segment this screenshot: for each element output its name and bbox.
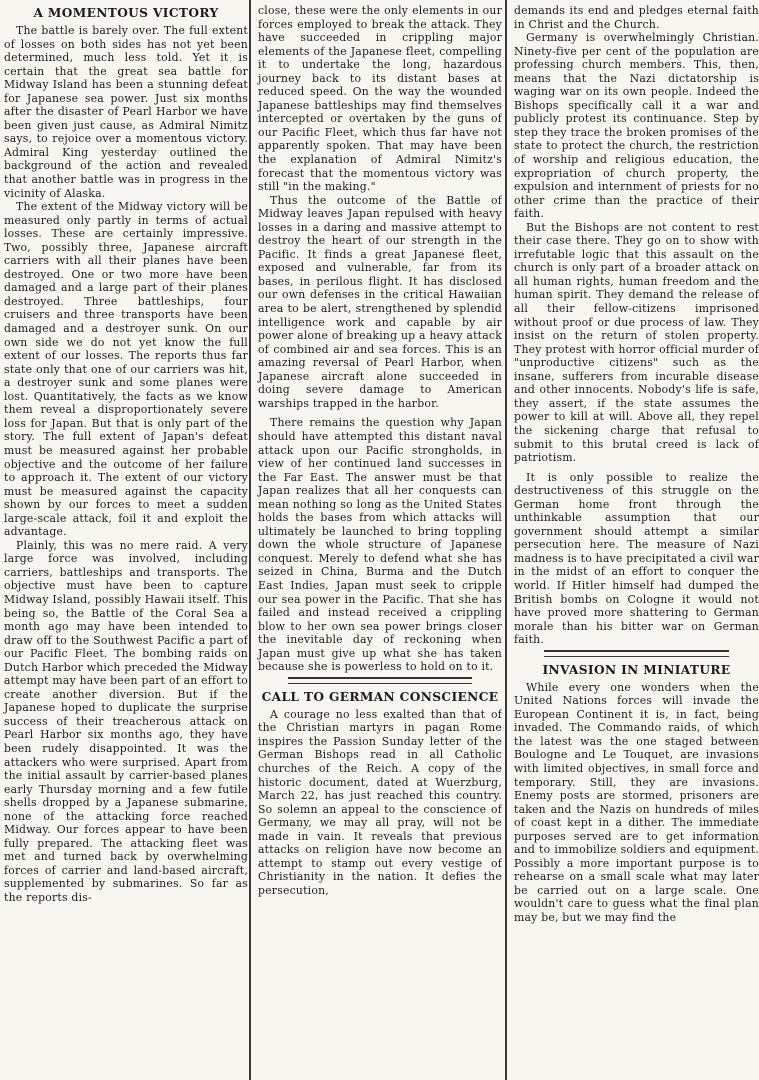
paragraph: While every one wonders when the United Nations forces will invade the European Continent it is, in fact, being invaded. The Commando raids, of which the latest was the one staged between Boulogne and Le Touquet, are invasions with limited objectives, in small force and temporary. Still, they are invasions. Enemy posts are stormed, prisoners are taken and the Nazis on hundreds of miles of coast kept in a dither. The immediate purposes served are to get information and to immobilize soldiers and equipment. Possibly a more important purpose is to rehearse on a small scale what may later be carried out on a large scale. One wouldn't care to guess what the final plan may be, but we may find the [514, 680, 759, 924]
paragraph: But the Bishops are not content to rest their case there. They go on to show with irrefutable logic that this assault on the church is only part of a broader attack on all human rights, human freedom and the human spirit. They demand the release of all their fellow-citizens imprisoned without proof or due process of law. They insist on the return of stolen property. They protest with horror official murder of "unproductive citizens" such as the insane, sufferers from incurable disease and other innocents. Nobody's life is safe, they assert, if the state assumes the power to kill at will. Above all, they repel the sickening charge that refusal to submit to this brutal creed is lack of patriotism. [514, 220, 759, 465]
section-divider [544, 650, 729, 657]
paragraph: It is only possible to realize the destructiveness of this struggle on the German home front through the unthinkable assumption that our government should attempt a similar persecution here. The measure of Nazi madness is to have precipitated a civil war in the midst of an effort to conquer the world. If Hitler himself had dumped the British bombs on Cologne it would not have proved more shattering to German morale than his bitter war on German faith. [514, 470, 759, 647]
column-2 [254, 0, 502, 1080]
column-rule [249, 0, 251, 1080]
column-1 [0, 0, 248, 1080]
paragraph-continued: demands its end and pledges eternal faith in Christ and the Church. [514, 4, 759, 31]
paragraph: The extent of the Midway victory will be measured only partly in terms of actual losses. These are certainly impressive. Two, possibly three, Japanese aircraft carriers with all their planes have been destroyed. One or two more have been damaged and a large part of their planes destroyed. Three battleships, four cruisers and three transports have been damaged and a destroyer sunk. On our own side we do not yet know the full extent of our losses. The reports thus far state only that one of our carriers was hit, a destroyer sunk and some planes were lost. Quantitatively, the facts as we know them reveal a disproportionately severe loss for Japan. But that is only part of the story. The full extent of Japan's defeat must be measured against her probable objective and the outcome of her failure to approach it. The extent of our victory must be measured against the capacity shown by our forces to meet a sudden large-scale attack, foil it and exploit the advantage. [4, 200, 248, 539]
paragraph: There remains the question why Japan should have attempted this distant naval attack upon our Pacific strongholds, in view of her continued land successes in the Far East. The answer must be that Japan realizes that all her conquests can mean nothing so long as the United States holds the bases from which attacks will ultimately be launched to bring toppling down the whole structure of Japanese conquest. Merely to defend what she has seized in China, Burma and the Dutch East Indies, Japan must seek to cripple our sea power in the Pacific. That she has failed and instead received a crippling blow to her own sea power brings closer the inevitable day of reckoning when Japan must give up what she has taken because she is powerless to hold on to it. [258, 416, 502, 674]
headline-call-to-german-conscience: CALL TO GERMAN CONSCIENCE [261, 689, 499, 704]
paragraph: Germany is overwhelmingly Christian. Ninety-five per cent of the population are professing church members. This, then, means that the Nazi dictatorship is waging war on its own people. Indeed the Bishops specifically call it a war and publicly protest its continuance. Step by step they trace the broken promises of the state to protect the church, the restriction of worship and religious education, the expropriation of church property, the expulsion and internment of priests for no other crime than the practice of their faith. [514, 31, 759, 221]
headline-momentous-victory: A MOMENTOUS VICTORY [33, 6, 219, 20]
column-3 [510, 0, 759, 1080]
paragraph: Plainly, this was no mere raid. A very large force was involved, including carriers, battleships and transports. The objective must have been to capture Midway Island, possibly Hawaii itself. This being so, the Battle of the Coral Sea a month ago may have been intended to draw off to the Southwest Pacific a part of our Pacific Fleet. The bombing raids on Dutch Harbor which preceded the Midway attempt may have been part of an effort to create another diversion. But if the Japanese hoped to duplicate the surprise success of their treacherous attack on Pearl Harbor six months ago, they have been rudely disappointed. It was the attackers who were surprised. Apart from the initial assault by carrier-based planes early Thursday morning and a few futile shells dropped by a Japanese submarine, none of the attacking force reached Midway. Our forces appear to have been fully prepared. The attacking fleet was met and turned back by overwhelming forces of carrier and land-based aircraft, supplemented by submarines. So far as the reports dis- [4, 538, 248, 904]
headline-invasion-in-miniature: INVASION IN MINIATURE [542, 662, 731, 677]
column-rule [505, 0, 507, 1080]
paragraph: The battle is barely over. The full extent of losses on both sides has not yet been determined, much less told. Yet it is certain that the great sea battle for Midway Island has been a stunning defeat for Japanese sea power. Just six months after the disaster of Pearl Harbor we have been given just cause, as Admiral Nimitz says, to rejoice over a momentous victory. Admiral King yesterday outlined the background of the action and revealed that another battle was in progress in the vicinity of Alaska. [4, 24, 248, 200]
section-divider [288, 677, 472, 684]
paragraph-continued: close, these were the only elements in our forces employed to break the attack. They have succeeded in crippling major elements of the Japanese fleet, compelling it to undertake the long, hazardous journey back to its distant bases at reduced speed. On the way the wounded Japanese battleships may find themselves intercepted or overtaken by the guns of our Pacific Fleet, which thus far have not apparently spoken. That may have been the explanation of Admiral Nimitz's forecast that the momentous victory was still "in the making." [258, 4, 502, 194]
paragraph: Thus the outcome of the Battle of Midway leaves Japan repulsed with heavy losses in a daring and massive attempt to destroy the heart of our strength in the Pacific. It finds a great Japanese fleet, exposed and vulnerable, far from its bases, in perilous flight. It has disclosed our own defenses in the critical Hawaiian area to be alert, strengthened by splendid intelligence work and capable by air power alone of breaking up a heavy attack of combined air and sea forces. This is an amazing reversal of Pearl Harbor, when Japanese aircraft alone succeeded in doing severe damage to American warships trapped in the harbor. [258, 193, 502, 410]
paragraph: A courage no less exalted than that of the Christian martyrs in pagan Rome inspires the Passion Sunday letter of the German Bishops read in all Catholic churches of the Reich. A copy of the historic document, dated at Wuerzburg, March 22, has just reached this country. So solemn an appeal to the conscience of Germany, we may all pray, will not be made in vain. It reveals that previous attacks on religion have now become an attempt to stamp out every vestige of Christianity in the nation. It defies the persecution, [258, 707, 502, 897]
